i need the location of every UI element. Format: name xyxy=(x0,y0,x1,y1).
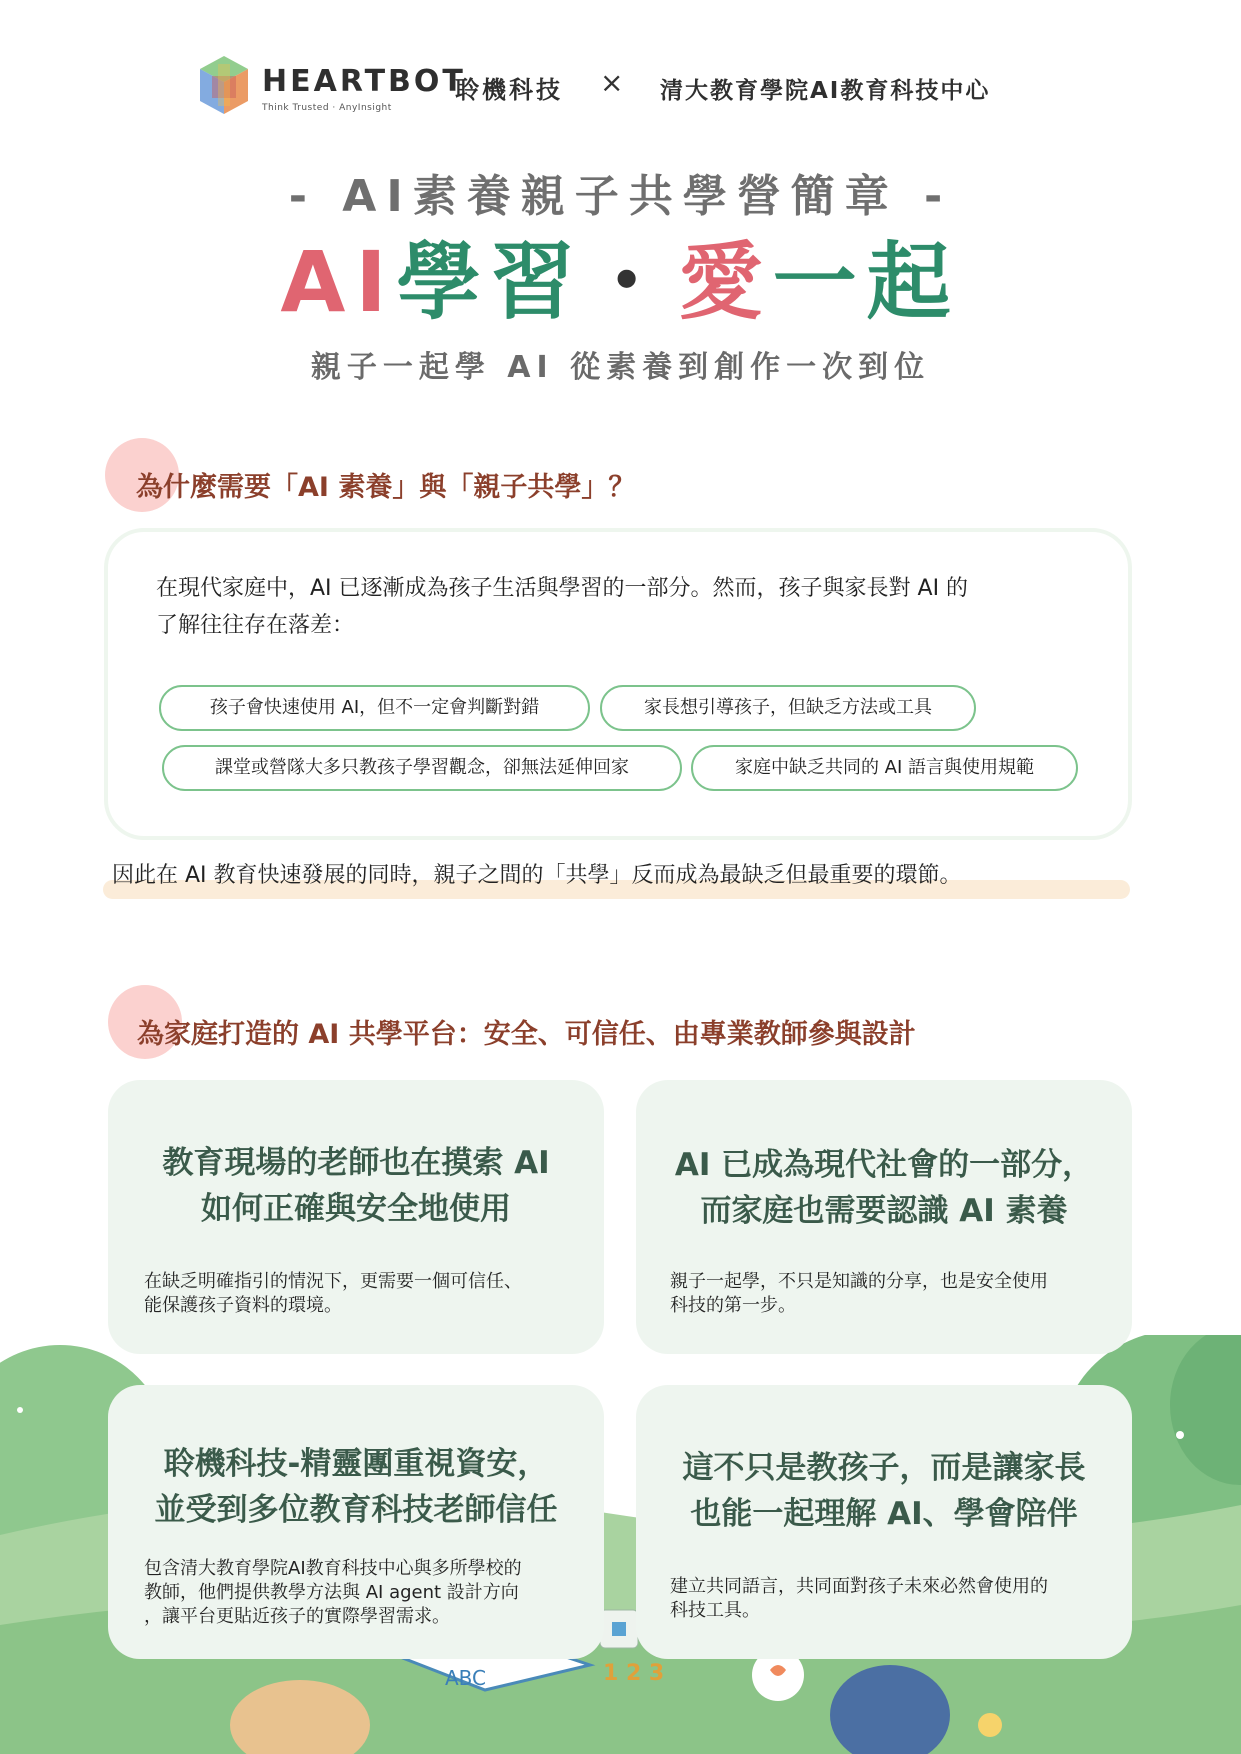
gap-pill: 家長想引導孩子，但缺乏方法或工具 xyxy=(600,685,976,731)
heartbot-logo-icon xyxy=(198,54,250,120)
card-body-line: 親子一起學，不只是知識的分享，也是安全使用 xyxy=(670,1271,1048,1292)
card-title-line: 也能一起理解 AI、學會陪伴 xyxy=(690,1496,1078,1532)
card-title-line: 教育現場的老師也在摸索 AI xyxy=(162,1145,550,1181)
card-body-line: 建立共同語言，共同面對孩子未來必然會使用的 xyxy=(670,1576,1048,1597)
card-title-line: AI 已成為現代社會的一部分， xyxy=(674,1147,1094,1183)
main-title-dot: ・ xyxy=(584,233,679,331)
card-body xyxy=(144,1557,584,1629)
brand-name-en: HEARTBOT xyxy=(262,64,466,99)
why-heading: 為什麼需要「AI 素養」與「親子共學」？ xyxy=(136,472,636,503)
card-title xyxy=(108,1441,604,1533)
brochure-subtitle: - AI素養親子共學營簡章 - xyxy=(288,171,953,222)
platform-card xyxy=(636,1385,1132,1659)
platform-card xyxy=(108,1385,604,1659)
why-intro-line: 在現代家庭中，AI 已逐漸成為孩子生活與學習的一部分。然而，孩子與家長對 AI 的 xyxy=(156,576,969,601)
card-body xyxy=(670,1575,1110,1623)
card-title-line: 如何正確與安全地使用 xyxy=(201,1191,511,1227)
card-title-line: 並受到多位教育科技老師信任 xyxy=(154,1492,558,1528)
book-letters: ABC xyxy=(445,1666,487,1690)
card-body-line: 教師，他們提供教學方法與 AI agent 設計方向 xyxy=(144,1582,519,1603)
platform-heading: 為家庭打造的 AI 共學平台：安全、可信任、由專業教師參與設計 xyxy=(137,1019,916,1050)
partner-name: 清大教育學院AI教育科技中心 xyxy=(660,78,991,104)
brand-tagline: Think Trusted · AnyInsight xyxy=(262,103,392,113)
main-title-part: 愛 xyxy=(678,233,773,331)
card-title-line: 而家庭也需要認識 AI 素養 xyxy=(700,1193,1068,1229)
card-body xyxy=(670,1270,1110,1318)
brand-name-zh: 聆機科技 xyxy=(455,76,563,104)
card-body-line: 科技工具。 xyxy=(670,1600,760,1621)
card-body-line: 能保護孩子資料的環境。 xyxy=(144,1295,342,1316)
main-title xyxy=(0,232,1241,332)
card-body-line: 科技的第一步。 xyxy=(670,1295,796,1316)
card-title-line: 聆機科技-精靈團重視資安， xyxy=(163,1446,549,1482)
card-title-line: 這不只是教孩子，而是讓家長 xyxy=(682,1450,1086,1486)
why-intro-line: 了解往往存在落差： xyxy=(156,613,355,638)
main-title-part: 一起 xyxy=(772,233,961,331)
card-body-line: ，讓平台更貼近孩子的實際學習需求。 xyxy=(144,1606,450,1627)
why-conclusion: 因此在 AI 教育快速發展的同時，親子之間的「共學」反而成為最缺乏但最重要的環節。 xyxy=(112,863,962,888)
main-title-part: AI xyxy=(280,233,397,331)
card-title xyxy=(636,1142,1132,1234)
tagline: 親子一起學 AI 從素養到創作一次到位 xyxy=(310,350,931,385)
main-title-part: 學習 xyxy=(396,233,585,331)
why-intro xyxy=(156,570,1091,644)
card-body xyxy=(144,1270,584,1318)
card-body-line: 包含清大教育學院AI教育科技中心與多所學校的 xyxy=(144,1558,522,1579)
gap-pill: 家庭中缺乏共同的 AI 語言與使用規範 xyxy=(691,745,1078,791)
card-title xyxy=(108,1140,604,1232)
gap-pill: 孩子會快速使用 AI，但不一定會判斷對錯 xyxy=(159,685,590,731)
collab-separator: × xyxy=(600,66,624,99)
block-numbers: 1 2 3 xyxy=(603,1661,665,1686)
gap-pill: 課堂或營隊大多只教孩子學習觀念，卻無法延伸回家 xyxy=(162,745,682,791)
platform-card xyxy=(636,1080,1132,1354)
card-body-line: 在缺乏明確指引的情況下，更需要一個可信任、 xyxy=(144,1271,522,1292)
card-title xyxy=(636,1445,1132,1537)
platform-card xyxy=(108,1080,604,1354)
